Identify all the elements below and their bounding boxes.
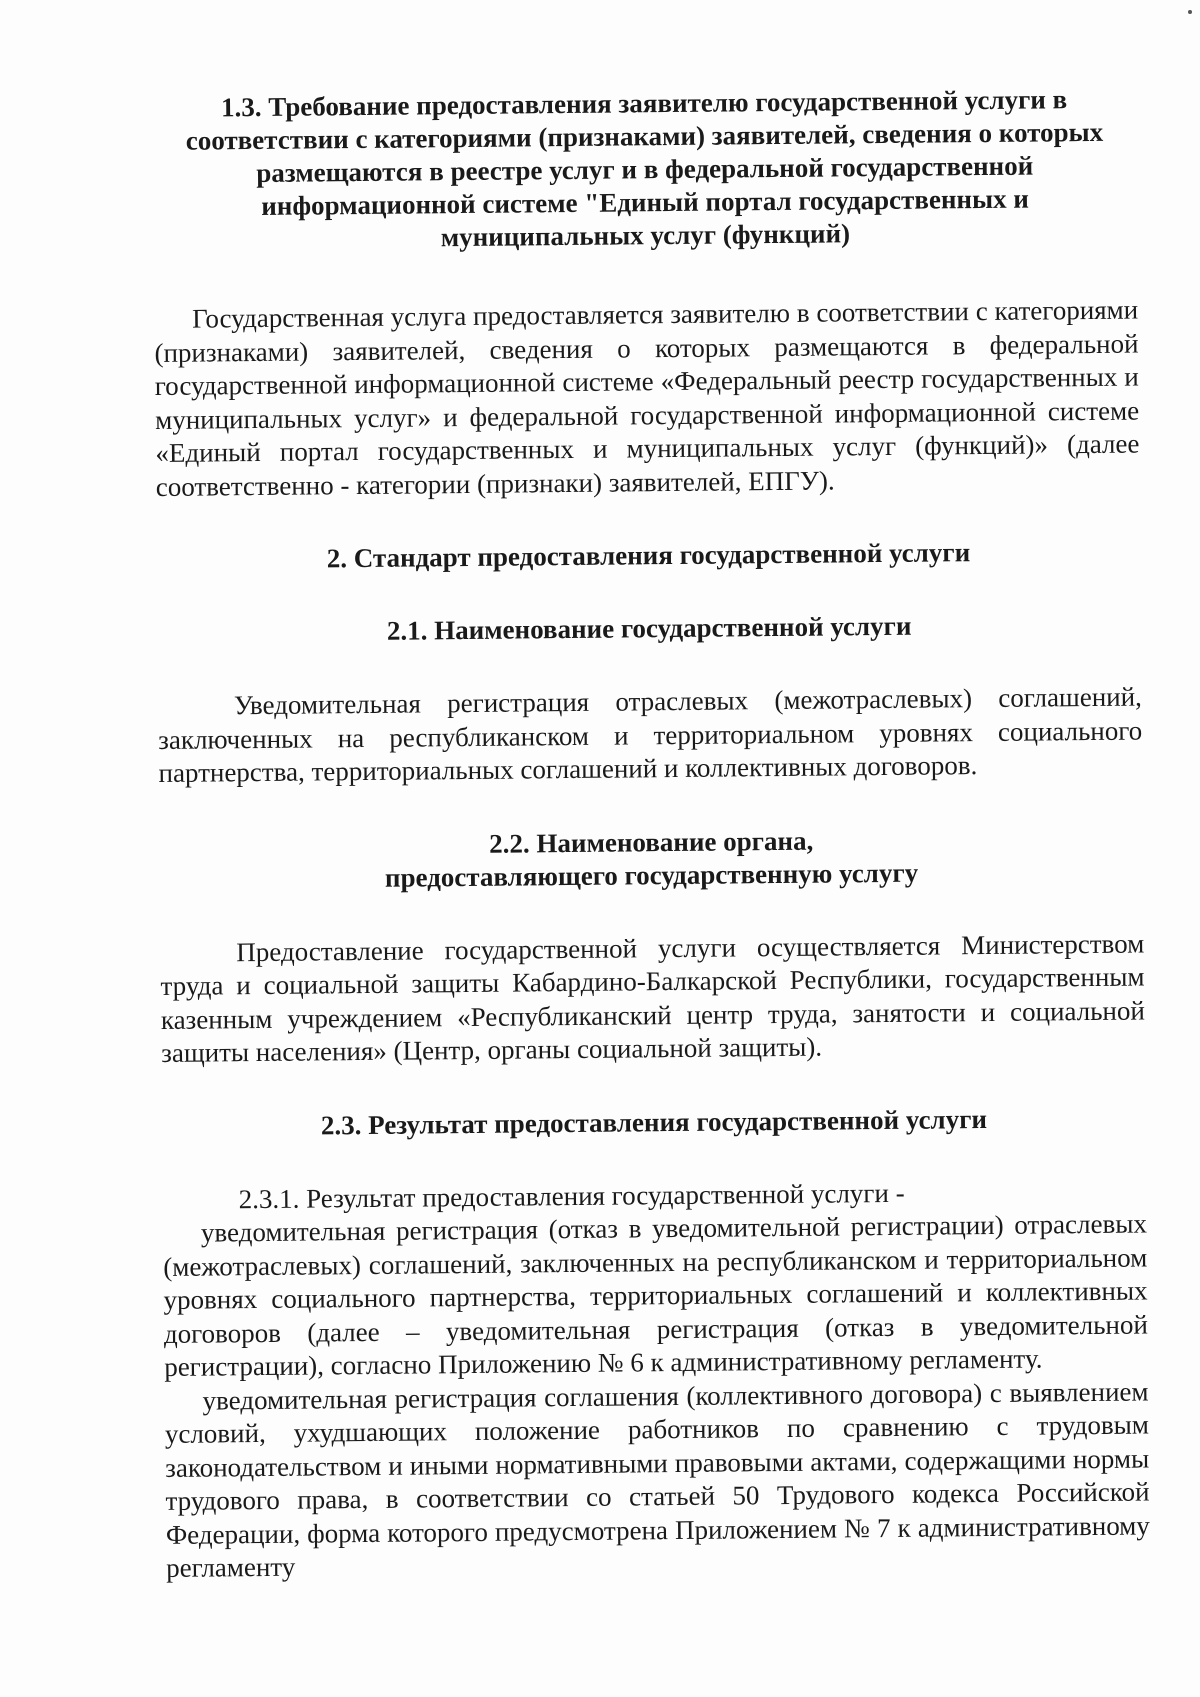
section-2-3-paragraph-1: уведомительная регистрация (отказ в уведомительной регистрации) отраслевых (межотраслевых) соглашений, заключенных на республиканском и территориальном уровнях социального партнерства, территориальных соглашений и коллективных договоров (далее – уведомительная регистрация (отказ в уведомительной регистрации), согласно Приложению № 6 к административному регламенту. <box>163 1208 1149 1382</box>
section-2-1-paragraph: Уведомительная регистрация отраслевых (межотраслевых) соглашений, заключенных на республиканском и территориальном уровнях социального партнерства, территориальных соглашений и коллективных договоров. <box>158 681 1143 788</box>
section-2-3-paragraph-2: уведомительная регистрация соглашения (коллективного договора) с выявлением условий, ухудшающих положение работников по сравнению с трудовым законодательством и иными нормативными правовыми актами, содержащими нормы трудового права, в соответствии со статьей 50 Трудового кодекса Российской Федерации, форма которого предусмотрена Приложением № 7 к административному регламенту <box>164 1375 1150 1583</box>
section-2-3-intro: 2.3.1. Результат предоставления государственной услуги - <box>238 1177 905 1214</box>
section-2-3-heading: 2.3. Результат предоставления государственной услуги <box>320 1103 988 1140</box>
heading-line: муниципальных услуг (функций) <box>440 218 851 253</box>
heading-line: 1.3. Требование предоставления заявителю государственной услуги в <box>220 84 1068 123</box>
section-1-3-paragraph: Государственная услуга предоставляется заявителю в соответствии с категориями (признаками) заявителей, сведения о которых размещаются в федеральной государственной информационной системе «Федеральный реестр государственных и муниципальных услуг» и федеральной государственной информационной системе «Единый портал государственных и муниципальных услуг (функций)» (далее соответственно - категории (признаки) заявителей, ЕПГУ). <box>154 294 1140 502</box>
section-2-2-heading <box>159 821 1144 896</box>
heading-line: предоставляющего государственную услугу <box>384 857 919 893</box>
section-1-3-heading <box>152 83 1138 257</box>
section-2-1-heading: 2.1. Наименование государственной услуги <box>386 610 912 646</box>
heading-line: соответствии с категориями (признаками) заявителей, сведения о которых <box>185 116 1104 156</box>
section-2-heading: 2. Стандарт предоставления государственной услуги <box>326 537 971 574</box>
scan-speck <box>1188 10 1192 14</box>
section-2-2-paragraph: Предоставление государственной услуги осуществляется Министерством труда и социальной защиты Кабардино-Балкарской Республики, государственным казенным учреждением «Республиканский центр труда, занятости и социальной защиты населения» (Центр, органы социальной защиты). <box>160 928 1146 1068</box>
document-content <box>152 83 1150 1586</box>
heading-line: размещаются в реестре услуг и в федеральной государственной <box>256 150 1034 189</box>
heading-line: информационной системе "Единый портал государственных и <box>261 183 1030 221</box>
heading-line: 2.2. Наименование органа, <box>489 825 814 859</box>
